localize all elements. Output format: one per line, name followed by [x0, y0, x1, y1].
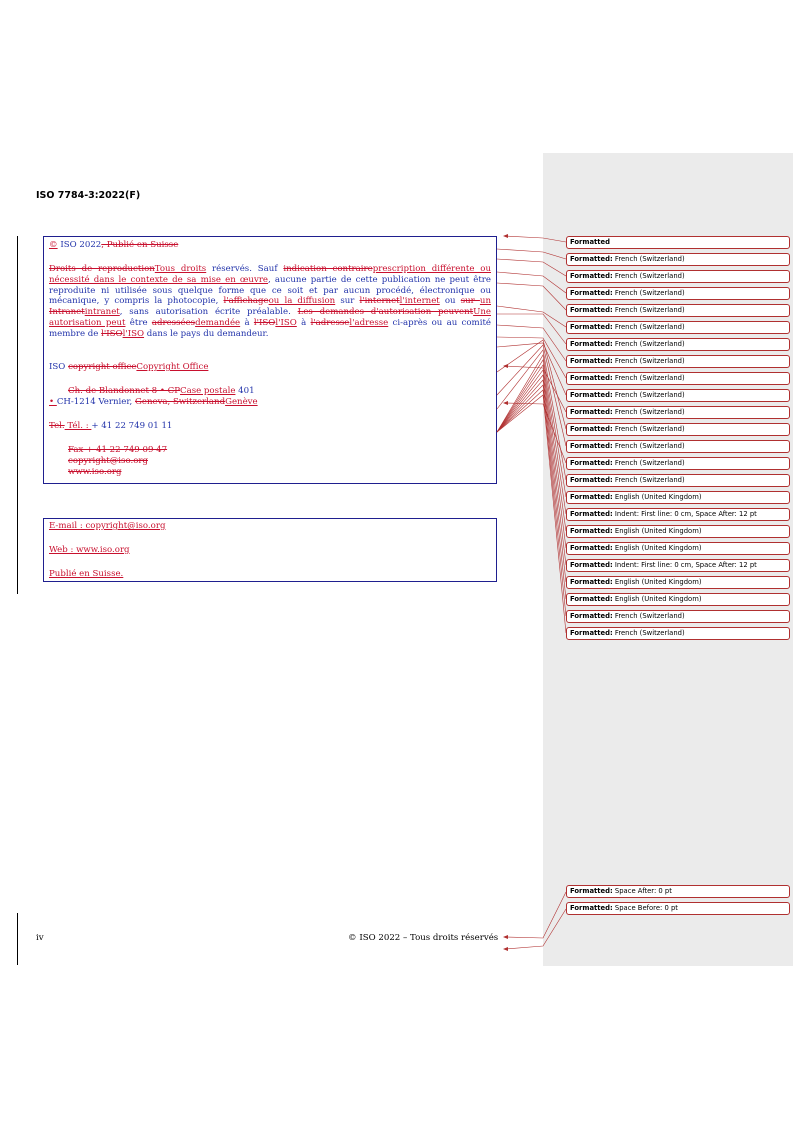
formatting-comment-balloon[interactable]	[566, 270, 790, 283]
comment-detail: French (Switzerland)	[612, 272, 685, 280]
comment-detail: French (Switzerland)	[612, 306, 685, 314]
formatting-comment-balloon[interactable]	[566, 610, 790, 623]
contact-box	[43, 518, 497, 582]
inserted-text: demandée	[195, 317, 241, 328]
comment-detail: French (Switzerland)	[612, 459, 685, 467]
inserted-text: Une autorisation peut	[49, 307, 491, 328]
comment-detail: English (United Kingdom)	[612, 578, 702, 586]
formatting-comment-balloon[interactable]	[566, 542, 790, 555]
formatting-comment-balloon[interactable]	[566, 559, 790, 572]
body-text: réservés. Sauf	[206, 264, 284, 274]
deleted-text: Intranet	[49, 307, 85, 318]
body-text: à	[296, 317, 311, 328]
deleted-text: l'adresse	[310, 317, 350, 328]
formatting-comment-balloon[interactable]	[566, 355, 790, 368]
formatting-comment-balloon[interactable]	[566, 508, 790, 521]
comment-label: Formatted:	[570, 595, 613, 603]
comment-detail: French (Switzerland)	[612, 612, 685, 620]
comment-label: Formatted:	[570, 306, 613, 314]
comment-label: Formatted:	[570, 561, 613, 569]
comment-detail: English (United Kingdom)	[612, 493, 702, 501]
comment-detail: French (Switzerland)	[612, 425, 685, 433]
comment-detail: French (Switzerland)	[612, 629, 685, 637]
fax-line: Fax + 41 22 749 09 47	[68, 445, 168, 455]
change-bar	[17, 236, 18, 594]
body-text: ou	[439, 296, 461, 307]
comment-detail: French (Switzerland)	[612, 408, 685, 416]
formatting-comment-balloon[interactable]	[566, 423, 790, 436]
old-web-line: www.iso.org	[68, 467, 122, 477]
comment-label: Formatted:	[570, 323, 613, 331]
inserted-text: Tous droits	[154, 264, 207, 274]
body-text: sur	[335, 296, 360, 307]
body-text: être	[125, 317, 152, 328]
comment-detail: French (Switzerland)	[612, 442, 685, 450]
inserted-text: l'ISO	[122, 328, 145, 339]
deleted-text: sur	[460, 296, 480, 307]
office-line: ISO copyright officeCopyright Office	[49, 362, 209, 372]
footer-copyright: © ISO 2022 – Tous droits réservés	[348, 933, 499, 943]
comment-label: Formatted:	[570, 510, 613, 518]
comment-detail: Space After: 0 pt	[612, 887, 672, 895]
inserted-text: ou la diffusion	[268, 296, 336, 307]
comment-detail: French (Switzerland)	[612, 255, 685, 263]
comment-label: Formatted:	[570, 904, 613, 912]
formatting-comment-balloon[interactable]	[566, 321, 790, 334]
body-text: à	[240, 317, 254, 328]
comment-label: Formatted:	[570, 272, 613, 280]
formatting-comment-balloon[interactable]	[566, 372, 790, 385]
formatting-comment-balloon[interactable]	[566, 885, 790, 898]
body-text: , sans autorisation écrite préalable.	[119, 307, 298, 318]
comment-label: Formatted:	[570, 629, 613, 637]
copyright-box	[43, 236, 497, 484]
inserted-text: l'internet	[399, 296, 440, 307]
formatting-comment-balloon[interactable]	[566, 491, 790, 504]
comment-label: Formatted:	[570, 887, 613, 895]
body-text: dans le pays du demandeur.	[144, 328, 269, 339]
formatting-comment-balloon[interactable]	[566, 474, 790, 487]
formatting-comment-balloon[interactable]	[566, 576, 790, 589]
old-email-line: copyright@iso.org	[68, 456, 148, 466]
deleted-text: Les demandes d'autorisation peuvent	[297, 307, 474, 318]
deleted-text: Droits de reproduction	[49, 264, 155, 274]
deleted-text: l'affichage	[223, 296, 269, 307]
inserted-text: intranet	[84, 307, 120, 318]
comment-detail: English (United Kingdom)	[612, 544, 702, 552]
comment-label: Formatted:	[570, 289, 613, 297]
inserted-text: l'adresse	[349, 317, 389, 328]
comment-detail: Space Before: 0 pt	[612, 904, 678, 912]
comment-detail: French (Switzerland)	[612, 391, 685, 399]
formatting-comment-balloon[interactable]	[566, 440, 790, 453]
comment-label: Formatted:	[570, 578, 613, 586]
page-number: iv	[36, 933, 44, 943]
comment-label: Formatted:	[570, 391, 613, 399]
comment-label: Formatted:	[570, 357, 613, 365]
comment-detail: French (Switzerland)	[612, 289, 685, 297]
deleted-text: adressées	[151, 317, 196, 328]
published-line: Publié en Suisse.	[49, 569, 124, 579]
comment-label: Formatted:	[570, 612, 613, 620]
web-line: Web : www.iso.org	[49, 545, 130, 555]
formatting-comment-balloon[interactable]	[566, 338, 790, 351]
comment-label: Formatted	[570, 238, 611, 246]
comment-detail: French (Switzerland)	[612, 340, 685, 348]
formatting-comment-balloon[interactable]	[566, 389, 790, 402]
telephone-line: Tel. Tél. : + 41 22 749 01 11	[49, 421, 173, 431]
comment-label: Formatted:	[570, 459, 613, 467]
formatting-comment-balloon[interactable]	[566, 406, 790, 419]
rights-reserved-paragraph	[49, 264, 491, 340]
comment-detail: English (United Kingdom)	[612, 595, 702, 603]
page-header-title: ISO 7784-3:2022(F)	[36, 190, 141, 201]
formatting-comment-balloon[interactable]	[566, 253, 790, 266]
formatting-comment-balloon[interactable]	[566, 525, 790, 538]
comment-detail: Indent: First line: 0 cm, Space After: 12 pt	[612, 561, 757, 569]
formatting-comment-balloon[interactable]	[566, 457, 790, 470]
copyright-line: © ISO 2022, Publié en Suisse	[49, 240, 179, 250]
email-line: E-mail : copyright@iso.org	[49, 521, 166, 531]
inserted-text: l'ISO	[275, 317, 297, 328]
comment-detail: French (Switzerland)	[612, 476, 685, 484]
deleted-text: l'ISO	[101, 328, 123, 339]
formatting-comment-balloon[interactable]	[566, 593, 790, 606]
comment-detail: French (Switzerland)	[612, 357, 685, 365]
comment-detail: French (Switzerland)	[612, 374, 685, 382]
comment-label: Formatted:	[570, 374, 613, 382]
inserted-text: un	[479, 296, 491, 307]
comment-label: Formatted:	[570, 425, 613, 433]
comment-label: Formatted:	[570, 544, 613, 552]
comment-detail: Indent: First line: 0 cm, Space After: 12 pt	[612, 510, 757, 518]
change-bar	[17, 913, 18, 965]
deleted-text: l'internet	[359, 296, 400, 307]
comment-detail: French (Switzerland)	[612, 323, 685, 331]
comment-label: Formatted:	[570, 476, 613, 484]
body-text: , aucune partie de cette publication ne peut être reproduite ni utilisée sous quelque forme que ce soit et par aucun procédé, électronique ou mécanique, y compris la photocopie,	[49, 274, 491, 307]
address-line-2: • CH-1214 Vernier, Geneva, SwitzerlandGenève	[49, 397, 258, 407]
formatting-comment-balloon[interactable]	[566, 287, 790, 300]
deleted-text: l'ISO	[253, 317, 276, 328]
comment-label: Formatted:	[570, 408, 613, 416]
body-text: ci-après ou au comité membre de	[49, 317, 491, 339]
formatting-comment-balloon[interactable]	[566, 627, 790, 640]
comment-detail: English (United Kingdom)	[612, 527, 702, 535]
formatting-comment-balloon[interactable]	[566, 304, 790, 317]
inserted-text: prescription différente ou nécessité dans le contexte de sa mise en œuvre	[49, 264, 491, 285]
comment-label: Formatted:	[570, 527, 613, 535]
address-line-1: Ch. de Blandonnet 8 • CPCase postale 401	[68, 386, 255, 396]
comment-label: Formatted:	[570, 255, 613, 263]
formatting-comment-balloon[interactable]	[566, 236, 790, 249]
comment-label: Formatted:	[570, 442, 613, 450]
deleted-text: indication contraire	[283, 264, 373, 274]
comment-label: Formatted:	[570, 493, 613, 501]
formatting-comment-balloon[interactable]	[566, 902, 790, 915]
comment-label: Formatted:	[570, 340, 613, 348]
